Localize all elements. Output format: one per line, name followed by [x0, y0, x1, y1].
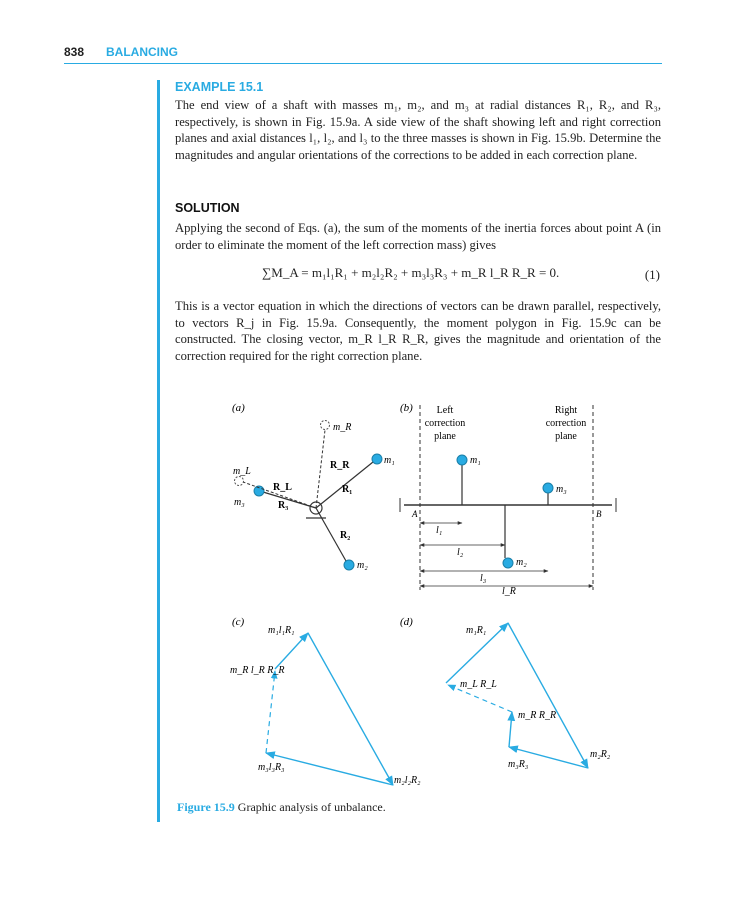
side-label-m1: m₁: [470, 455, 481, 466]
label-m1: m₁: [384, 455, 395, 466]
right-plane-line1: Right: [554, 405, 578, 416]
label-m2R2: m₂R₂: [590, 749, 611, 760]
page-number: 838: [64, 45, 85, 59]
side-label-m2: m₂: [516, 557, 527, 568]
vector-m1l1R1: [275, 633, 308, 669]
label-mLRL: m_L R_L: [460, 679, 497, 690]
label-l3: l₃: [480, 573, 487, 584]
label-mL: m_L: [233, 466, 251, 477]
label-mRlRRR: m_R l_R R_R: [230, 665, 285, 676]
label-l2: l₂: [457, 547, 464, 558]
panel-b-side-view: [400, 402, 616, 597]
label-m3l3R3: m₃l₃R₃: [258, 762, 285, 773]
figure-caption: [177, 800, 386, 815]
panel-c-label: (c): [232, 616, 245, 628]
right-plane-line2: correction: [545, 418, 587, 429]
solution-text-2: This is a vector equation in which the directions of vectors can be drawn parallel, respectively, to vectors R_j in Fig. 15.9a. Consequently, the moment polygon in Fig. 15.9c can be constructed. The closing vector, m_R l_R R_R, gives the magnitude and orientation of the correction required for the right correction plane.: [175, 299, 661, 363]
side-mass-m2: [503, 558, 513, 568]
label-m3: m₃: [234, 497, 245, 508]
label-mR: m_R: [333, 422, 352, 433]
running-header: [64, 45, 662, 64]
label-m2l2R2: m₂l₂R₂: [394, 775, 421, 786]
label-lR: l_R: [502, 586, 516, 597]
vector-m3l3R3: [266, 753, 393, 785]
vector-m2l2R2: [308, 633, 393, 785]
panel-a-label: (a): [232, 402, 245, 414]
example-text: The end view of a shaft with masses m₁, m₂, and m₃ at radial distances R₁, R₂, and R₃, respectively, is shown in Fig. 15.9a. A side view of the shaft showing left and right correction planes and axial distances l₁, l₂, and l₃ to the three masses is shown in Fig. 15.9b. Determine the magnitudes and angular orientations of the corrections to be added in each correction plane.: [175, 98, 661, 162]
label-m1R1: m₁R₁: [466, 625, 487, 636]
caption-label: Figure 15.9: [177, 800, 235, 814]
label-RL: R_L: [273, 482, 292, 493]
vector-m2R2: [508, 623, 588, 768]
panel-d-label: (d): [400, 616, 413, 628]
mass-mR-dot: [321, 421, 330, 430]
label-mRRR: m_R R_R: [518, 710, 557, 721]
label-l1: l₁: [436, 525, 443, 536]
label-m1l1R1: m₁l₁R₁: [268, 625, 295, 636]
panel-c-moment-polygon: [230, 616, 421, 786]
example-margin-bar: [157, 80, 160, 822]
vector-RR: [316, 430, 325, 508]
label-R3: R₃: [278, 500, 289, 511]
right-plane-line3: plane: [555, 431, 577, 442]
left-plane-line3: plane: [434, 431, 456, 442]
example-title: EXAMPLE 15.1: [175, 80, 264, 94]
moment-equation: ∑M_A = m₁l₁R₁ + m₂l₂R₂ + m₃l₃R₃ + m_R l_R R_R = 0.: [262, 265, 560, 280]
vector-R3: [263, 492, 316, 508]
figure-15-9: [170, 395, 650, 795]
section-title: BALANCING: [106, 45, 178, 59]
solution-text-1: Applying the second of Eqs. (a), the sum of the moments of the inertia forces about point A (in order to eliminate the moment of the left correction mass) gives: [175, 221, 661, 252]
vector-mRlRRR: [266, 671, 275, 753]
side-mass-m1: [457, 455, 467, 465]
panel-a-end-view: [232, 402, 395, 571]
mass-mL-dot: [235, 477, 244, 486]
side-label-m3: m₃: [556, 484, 567, 495]
side-mass-m3: [543, 483, 553, 493]
equation-number: (1): [644, 267, 660, 282]
mass-m1-dot: [372, 454, 382, 464]
label-R2: R₂: [340, 530, 351, 541]
label-RR: R_R: [330, 460, 350, 471]
panel-d-force-polygon: [400, 616, 611, 770]
label-B: B: [596, 509, 602, 519]
left-plane-line2: correction: [424, 418, 466, 429]
label-m3R3: m₃R₃: [508, 759, 529, 770]
solution-title: SOLUTION: [175, 201, 240, 215]
label-A: A: [412, 509, 418, 519]
mass-m2-dot: [344, 560, 354, 570]
caption-text: Graphic analysis of unbalance.: [237, 800, 386, 814]
vector-mRRR: [509, 712, 512, 747]
panel-b-label: (b): [400, 402, 413, 414]
left-plane-line1: Left: [436, 405, 454, 416]
label-R1: R₁: [342, 484, 353, 495]
label-m2: m₂: [357, 560, 368, 571]
